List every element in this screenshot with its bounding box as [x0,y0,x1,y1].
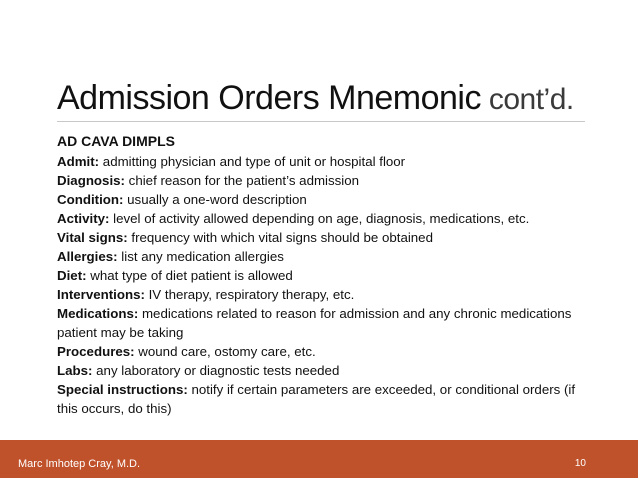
list-item-vital-signs [57,228,597,247]
list-item-special-instructions [57,380,597,418]
mnemonic-heading: AD CAVA DIMPLS [57,133,175,149]
item-term: Procedures: [57,344,135,359]
list-item-activity [57,209,597,228]
list-item-labs [57,361,597,380]
list-item-diagnosis [57,171,597,190]
item-term: Interventions: [57,287,145,302]
item-term: Labs: [57,363,93,378]
footer-author: Marc Imhotep Cray, M.D. [18,458,141,470]
list-item-procedures [57,342,597,361]
item-description: list any medication allergies [117,249,284,264]
item-description: IV therapy, respiratory therapy, etc. [144,287,355,302]
item-description: frequency with which vital signs should be obtained [127,230,433,245]
title-divider [57,121,585,122]
footer-bar [0,440,638,478]
page-number: 10 [574,458,586,469]
item-description: notify if certain parameters are exceeded, or conditional orders (if this occurs, do this) [57,382,576,416]
item-description: usually a one-word description [123,192,307,207]
item-term: Condition: [57,192,124,207]
item-description: level of activity allowed depending on age, diagnosis, medications, etc. [109,211,530,226]
item-description: wound care, ostomy care, etc. [134,344,316,359]
item-description: medications related to reason for admission and any chronic medications patient may be taking [57,306,572,340]
slide-title [57,78,574,120]
slide-content [57,131,597,418]
list-item-interventions [57,285,597,304]
item-term: Activity: [57,211,110,226]
list-item-admit [57,152,597,171]
item-term: Medications: [57,306,139,321]
item-term: Vital signs: [57,230,128,245]
item-term: Allergies: [57,249,118,264]
list-item-allergies [57,247,597,266]
item-description: any laboratory or diagnostic tests needed [92,363,340,378]
list-item-condition [57,190,597,209]
item-description: admitting physician and type of unit or hospital floor [99,154,406,169]
list-item-medications [57,304,597,342]
item-term: Diet: [57,268,87,283]
item-description: chief reason for the patient’s admission [124,173,360,188]
item-term: Special instructions: [57,382,188,397]
item-term: Diagnosis: [57,173,125,188]
list-item-diet [57,266,597,285]
item-description: what type of diet patient is allowed [86,268,293,283]
slide-title-sub: cont’d. [480,83,574,116]
slide-title-main: Admission Orders Mnemonic [57,79,481,117]
item-term: Admit: [57,154,100,169]
